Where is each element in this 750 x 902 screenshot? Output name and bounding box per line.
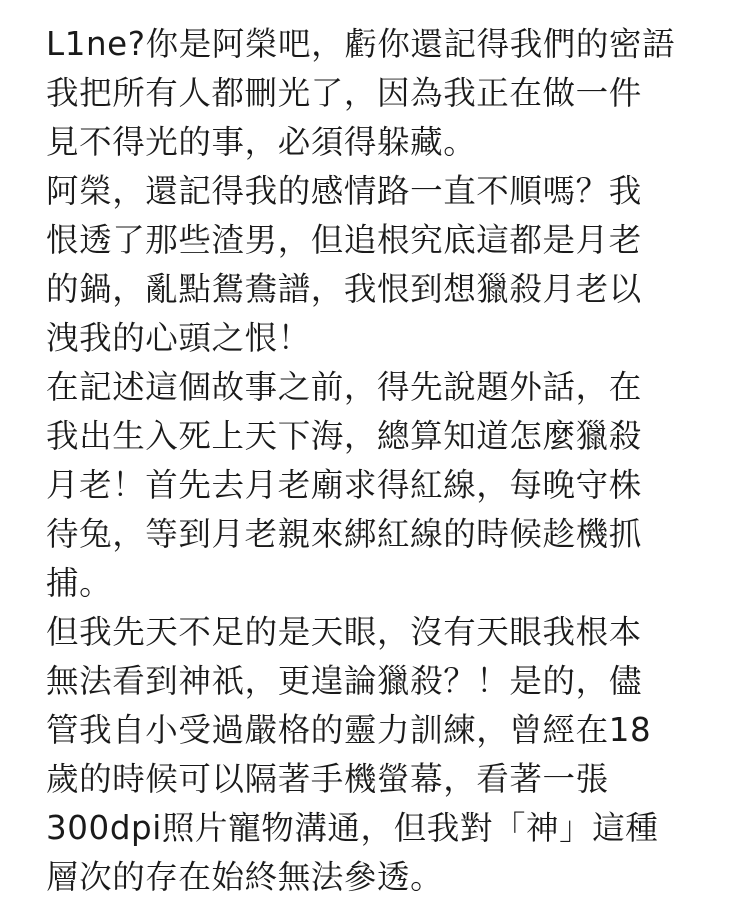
text-line: 待兔，等到月老親來綁紅線的時候趁機抓: [46, 515, 642, 553]
text-line: 歲的時候可以隔著手機螢幕，看著一張: [46, 760, 609, 798]
text-line: 300dpi照片寵物溝通，但我對「神」這種: [46, 809, 659, 847]
text-line: 月老！首先去月老廟求得紅線，每晚守株: [46, 466, 642, 504]
text-line: L1ne?你是阿榮吧，虧你還記得我們的密語: [46, 25, 676, 63]
text-line: 層次的存在始終無法參透。: [46, 858, 444, 896]
story-text: [46, 20, 706, 902]
text-line: 在記述這個故事之前，得先說題外話，在: [46, 368, 642, 406]
text-line: 捕。: [46, 564, 113, 602]
text-line: 恨透了那些渣男，但追根究底這都是月老: [46, 221, 642, 259]
text-line: 但我先天不足的是天眼，沒有天眼我根本: [46, 613, 642, 651]
text-line: 洩我的心頭之恨！: [46, 319, 311, 357]
text-line: 我把所有人都刪光了，因為我正在做一件: [46, 74, 642, 112]
text-line: 管我自小受過嚴格的靈力訓練，曾經在18: [46, 711, 652, 749]
text-line: 無法看到神祇，更遑論獵殺？！是的，儘: [46, 662, 642, 700]
text-line: 的鍋，亂點鴛鴦譜，我恨到想獵殺月老以: [46, 270, 642, 308]
text-line: 我出生入死上天下海，總算知道怎麼獵殺: [46, 417, 642, 455]
text-line: 阿榮，還記得我的感情路一直不順嗎？我: [46, 172, 642, 210]
text-line: 見不得光的事，必須得躲藏。: [46, 123, 477, 161]
